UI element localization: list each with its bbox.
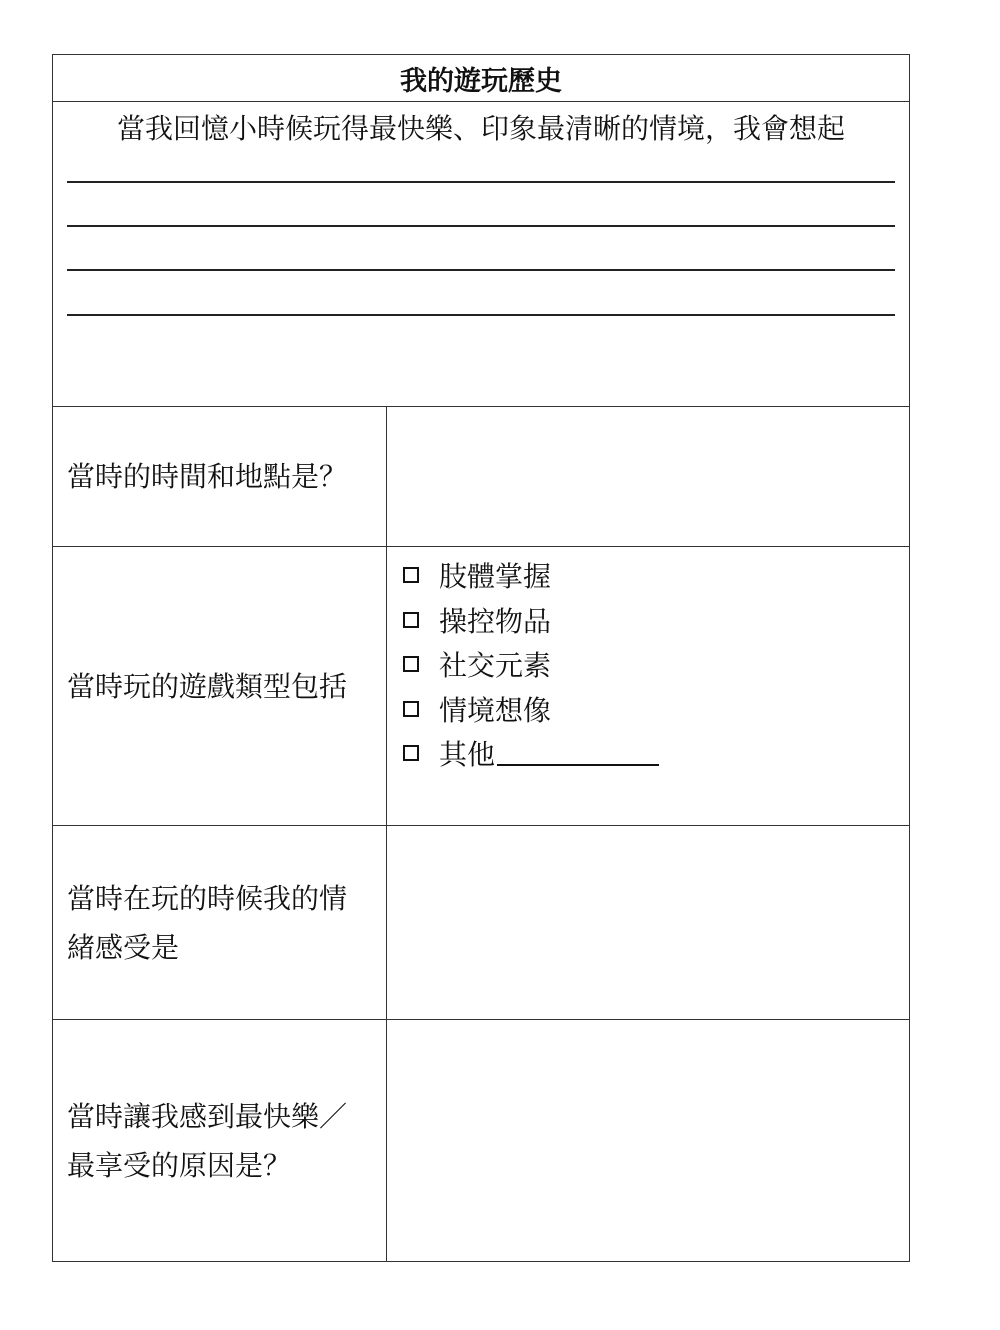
answer-cell <box>387 547 909 825</box>
checkbox[interactable] <box>403 745 419 761</box>
worksheet-title: 我的遊玩歷史 <box>53 55 909 102</box>
intro-prompt: 當我回憶小時候玩得最快樂、印象最清晰的情境，我會想起 <box>116 112 845 145</box>
checklist-item[interactable] <box>403 553 659 598</box>
checkbox-label: 情境想像 <box>439 693 552 727</box>
other-fill-line[interactable] <box>497 740 659 766</box>
question-label: 當時玩的遊戲類型包括 <box>53 547 387 825</box>
checklist-item[interactable] <box>403 642 659 687</box>
question-label: 當時在玩的時候我的情緒感受是 <box>53 826 387 1019</box>
checkbox[interactable] <box>403 612 419 628</box>
checkbox-label: 其他 <box>439 738 496 772</box>
checkbox[interactable] <box>403 567 419 583</box>
checkbox[interactable] <box>403 656 419 672</box>
answer-cell[interactable] <box>387 1020 909 1261</box>
game-type-checklist <box>403 553 659 776</box>
question-label: 當時的時間和地點是？ <box>53 406 387 546</box>
checkbox-label: 肢體掌握 <box>439 560 552 594</box>
answer-line[interactable] <box>67 314 895 316</box>
answer-cell[interactable] <box>387 406 909 546</box>
checkbox-label: 操控物品 <box>439 604 552 638</box>
checkbox-label: 社交元素 <box>439 649 552 683</box>
checklist-item[interactable] <box>403 687 659 732</box>
question-row-emotions <box>53 826 909 1020</box>
answer-line[interactable] <box>67 181 895 183</box>
checklist-item[interactable] <box>403 731 659 776</box>
answer-cell[interactable] <box>387 826 909 1019</box>
question-row-game-types <box>53 547 909 826</box>
checklist-item[interactable] <box>403 598 659 643</box>
question-label: 當時讓我感到最快樂／最享受的原因是？ <box>53 1020 387 1261</box>
worksheet <box>52 54 910 1262</box>
checkbox[interactable] <box>403 701 419 717</box>
answer-line[interactable] <box>67 269 895 271</box>
question-row-reason <box>53 1020 909 1261</box>
answer-line[interactable] <box>67 225 895 227</box>
question-row-time-place <box>53 406 909 547</box>
intro-section <box>53 101 909 407</box>
